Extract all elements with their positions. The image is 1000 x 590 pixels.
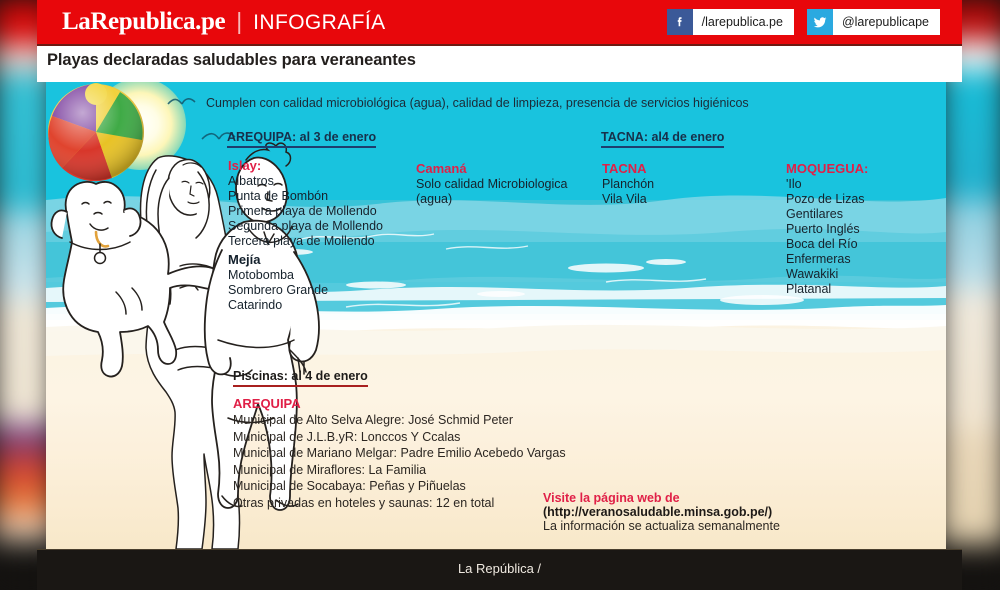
list-item: Wawakiki <box>786 267 839 281</box>
column-tacna <box>602 161 654 207</box>
list-item: (agua) <box>416 192 453 206</box>
web-note-line1: Visite la página web de <box>543 491 680 505</box>
list-item: Municipal de Socabaya: Peñas y Piñuelas <box>233 479 466 493</box>
facebook-handle: /larepublica.pe <box>701 15 783 29</box>
web-note-line3: La información se actualiza semanalmente <box>543 519 780 533</box>
section-heading-tacna: TACNA: al4 de enero <box>601 130 724 148</box>
blurred-backdrop-right <box>940 0 1000 590</box>
column-title-camana: Camaná <box>416 161 467 176</box>
column-title-tacna: TACNA <box>602 161 647 176</box>
column-title-islay: Islay: <box>228 158 262 173</box>
list-item: Planchón <box>602 177 655 191</box>
piscinas-block <box>233 367 566 511</box>
title-divider <box>37 44 962 46</box>
list-item: Municipal de J.L.B.yR: Lonccos Y Ccalas <box>233 429 461 444</box>
list-item: Municipal de Mariano Melgar: Padre Emilio Acebedo Vargas <box>233 446 566 460</box>
footer-bar <box>37 549 962 590</box>
list-item: Enfermeras <box>786 252 851 266</box>
list-item: Gentilares <box>786 207 843 221</box>
facebook-icon <box>667 9 693 35</box>
list-item: Catarindo <box>228 298 283 312</box>
column-mejia <box>228 252 328 313</box>
site-header <box>37 0 962 44</box>
column-moquegua <box>786 161 868 297</box>
column-title-moquegua: MOQUEGUA: <box>786 161 869 176</box>
list-item: Platanal <box>786 282 832 296</box>
list-item: Municipal de Alto Selva Alegre: José Schmid Peter <box>233 413 514 427</box>
section-heading-arequipa-wrap <box>227 130 376 148</box>
list-item: Albatros <box>228 174 274 188</box>
list-item: Sombrero Grande <box>228 283 329 297</box>
list-item: Primera playa de Mollendo <box>228 204 377 218</box>
footer-credit: La República / <box>457 561 542 576</box>
twitter-handle: @larepublicape <box>841 15 929 29</box>
list-item: Punta de Bombón <box>228 189 329 203</box>
piscinas-list <box>233 412 566 511</box>
web-note-url[interactable]: (http://veranosaludable.minsa.gob.pe/) <box>543 505 773 519</box>
page-title: Playas declaradas saludables para veraneantes <box>47 51 416 69</box>
beach-ball-icon <box>48 83 144 181</box>
list-item: Puerto Inglés <box>786 222 860 236</box>
list-item: Otras privadas en hoteles y saunas: 12 en total <box>233 495 495 510</box>
list-item: Municipal de Miraflores: La Familia <box>233 462 427 477</box>
list-item: Boca del Río <box>786 237 858 251</box>
brand-lockup <box>62 8 386 36</box>
list-item: Pozo de Lizas <box>786 192 865 206</box>
piscinas-heading: Piscinas: al 4 de enero <box>233 369 368 387</box>
column-camana <box>416 161 567 207</box>
brand-name: LaRepublica.pe <box>62 8 226 35</box>
facebook-link[interactable] <box>667 9 794 35</box>
infographic-subtitle: Cumplen con calidad microbiológica (agua), calidad de limpieza, presencia de servicios higiénicos <box>206 96 749 110</box>
twitter-link[interactable] <box>807 9 940 35</box>
brand-divider: | <box>236 8 243 34</box>
list-item: Motobomba <box>228 268 295 282</box>
list-item: Tercera playa de Mollendo <box>228 234 375 248</box>
section-heading-arequipa: AREQUIPA: al 3 de enero <box>227 130 376 148</box>
list-item: 'Ilo <box>786 177 802 191</box>
title-strip <box>37 44 962 82</box>
section-heading-tacna-wrap <box>601 130 724 148</box>
piscinas-region: AREQUIPA <box>233 396 301 411</box>
list-item: Vila Vila <box>602 192 647 206</box>
infographic-panel <box>46 82 946 549</box>
list-item: Segunda playa de Mollendo <box>228 219 383 233</box>
web-note <box>543 491 780 533</box>
column-islay <box>228 158 383 249</box>
brand-section-label: INFOGRAFÍA <box>253 11 386 34</box>
social-links <box>667 9 940 35</box>
column-title-mejia: Mejía <box>228 252 261 267</box>
twitter-icon <box>807 9 833 35</box>
list-item: Solo calidad Microbiologica <box>416 177 568 191</box>
footer-divider <box>37 549 962 550</box>
